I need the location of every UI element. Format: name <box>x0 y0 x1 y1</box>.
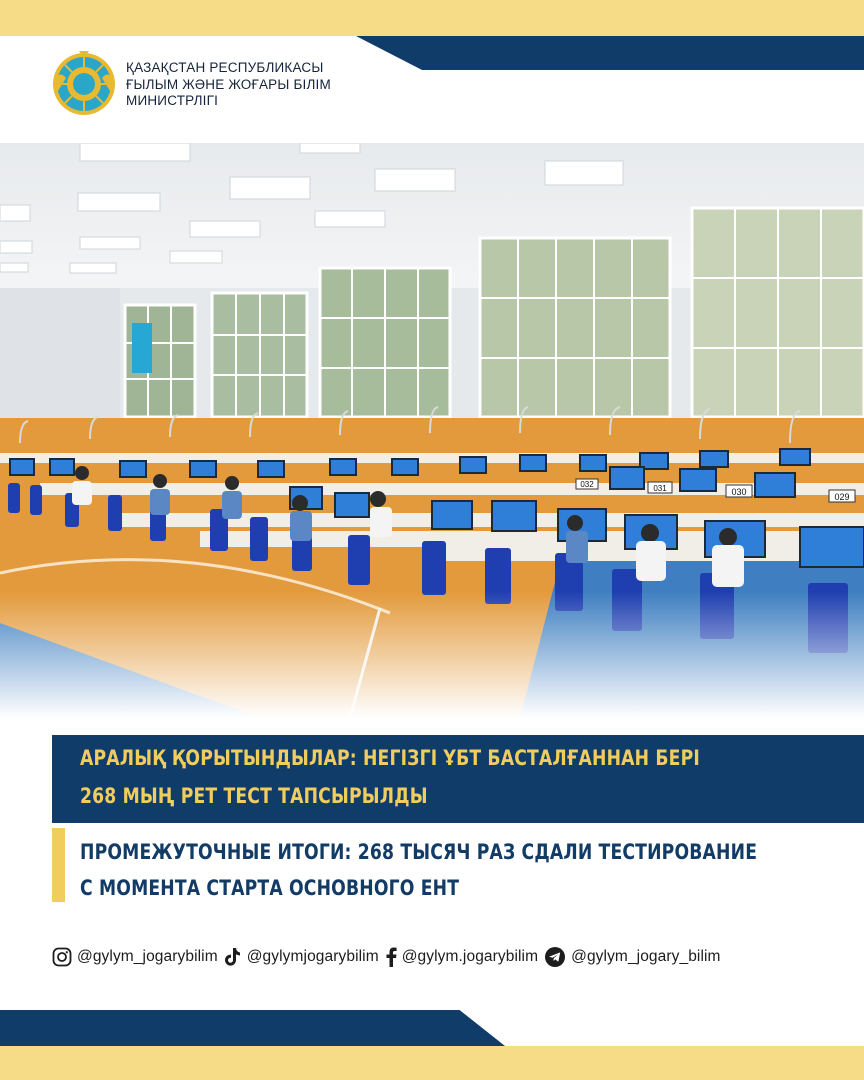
top-navy-band <box>356 36 864 70</box>
headline-ru-line-1: ПРОМЕЖУТОЧНЫЕ ИТОГИ: 268 ТЫСЯЧ РАЗ СДАЛИ ТЕСТИРОВАНИЕ <box>80 840 758 864</box>
ministry-line-3: МИНИСТРЛІГІ <box>126 93 219 108</box>
facebook-handle[interactable]: @gylym.jogarybilim <box>401 948 539 965</box>
telegram-icon <box>544 946 566 968</box>
headline-kz-line-1: АРАЛЫҚ ҚОРЫТЫНДЫЛАР: НЕГІЗГІ ҰБТ БАСТАЛҒАННАН БЕРІ <box>80 746 700 770</box>
social-telegram[interactable] <box>544 946 720 968</box>
telegram-handle[interactable]: @gylym_jogary_bilim <box>571 948 721 965</box>
ministry-line-2: ҒЫЛЫМ ЖӘНЕ ЖОҒАРЫ БІЛІМ <box>126 76 331 92</box>
tiktok-icon <box>224 947 242 967</box>
social-instagram[interactable] <box>52 947 218 967</box>
headline-ru-line-2: С МОМЕНТА СТАРТА ОСНОВНОГО ЕНТ <box>80 876 460 900</box>
instagram-handle[interactable]: @gylym_jogarybilim <box>77 948 218 965</box>
kazakhstan-state-emblem-icon <box>50 50 118 118</box>
testing-hall-photo <box>0 143 864 718</box>
social-tiktok[interactable] <box>224 947 379 967</box>
bottom-navy-band <box>0 1010 505 1046</box>
social-facebook[interactable] <box>385 947 538 967</box>
top-yellow-band <box>0 0 864 36</box>
ministry-line-1: ҚАЗАҚСТАН РЕСПУБЛИКАСЫ <box>126 60 324 75</box>
headline-ru-accent-bar <box>52 828 65 902</box>
bottom-yellow-band <box>0 1046 864 1080</box>
ministry-name <box>126 60 386 110</box>
instagram-icon <box>52 947 72 967</box>
tiktok-handle[interactable]: @gylymjogarybilim <box>246 948 379 965</box>
social-handles <box>52 944 852 970</box>
headline-kz-line-2: 268 МЫҢ РЕТ ТЕСТ ТАПСЫРЫЛДЫ <box>80 784 428 808</box>
facebook-icon <box>385 947 397 967</box>
